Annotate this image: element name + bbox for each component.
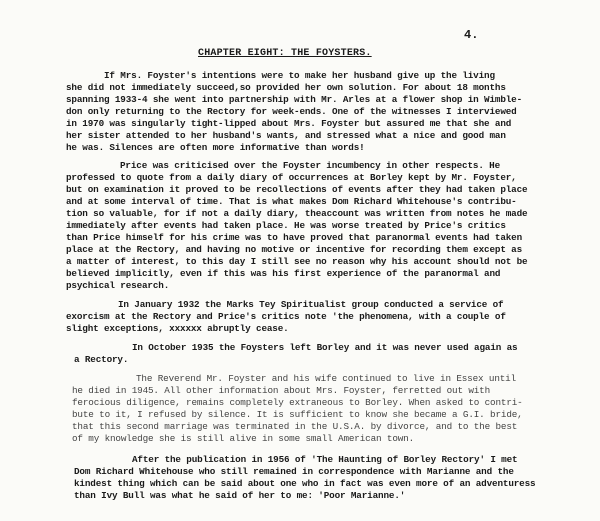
chapter-heading: CHAPTER EIGHT: THE FOYSTERS. [198, 48, 372, 59]
text-line: psychical research. [66, 280, 170, 291]
text-line: spanning 1933-4 she went into partnership with Mr. Arles at a flower shop in Wimble- [66, 94, 523, 105]
text-line: If Mrs. Foyster's intentions were to make her husband give up the living [104, 70, 495, 81]
text-line: believed implicitly, even if this was his first experience of the paranormal and [66, 268, 501, 279]
text-line: immediately after events had taken place. He was worse treated by Price's critics [66, 220, 506, 231]
text-line: tion so valuable, for if not a daily diary, theaccount was written from notes he made [66, 208, 528, 219]
text-line: In October 1935 the Foysters left Borley and it was never used again as [132, 342, 518, 353]
text-line: place at the Rectory, and having no motive or incentive for recording them except as [66, 244, 523, 255]
text-line: in 1970 was singularly tight-lipped about Mrs. Foyster but assured me that she and [66, 118, 512, 129]
text-line: that this second marriage was terminated in the U.S.A. by divorce, and to the best [72, 421, 518, 432]
text-line: she did not immediately succeed,so provided her own solution. For about 18 months [66, 82, 506, 93]
text-line: her sister attended to her husband's wants, and stressed what a nice and good man [66, 130, 506, 141]
text-line: professed to quote from a daily diary of occurrences at Borley kept by Mr. Foyster, [66, 172, 517, 183]
text-line: he was. Silences are often more informative than words! [66, 142, 365, 153]
text-line: than Ivy Bull was what he said of her to me: 'Poor Marianne.' [74, 490, 406, 501]
text-line: but on examination it proved to be recollections of events after they had taken place [66, 184, 528, 195]
text-line: The Reverend Mr. Foyster and his wife continued to live in Essex until [136, 373, 517, 384]
text-line: don only returning to the Rectory for week-ends. One of the witnesses I interviewed [66, 106, 517, 117]
page-number: 4. [464, 28, 479, 42]
text-line: of my knowledge she is still alive in some small American town. [72, 433, 415, 444]
text-line: exorcism at the Rectory and Price's critics note 'the phenomena, with a couple of [66, 311, 506, 322]
text-line: he died in 1945. All other information about Mrs. Foyster, ferretted out with [72, 385, 491, 396]
text-line: and at some interval of time. That is what makes Dom Richard Whitehouse's contribu- [66, 196, 517, 207]
text-line: slight exceptions, xxxxxx abruptly cease. [66, 323, 289, 334]
text-line: In January 1932 the Marks Tey Spiritualist group conducted a service of [118, 299, 504, 310]
text-line: than Price himself for his crime was to have proved that paranormal events had taken [66, 232, 523, 243]
text-line: ferocious diligence, remains completely extraneous to Borley. When asked to contri- [72, 397, 523, 408]
text-line: bute to it, I refused by silence. It is sufficient to know she became a G.I. bride, [72, 409, 523, 420]
text-line: Dom Richard Whitehouse who still remained in correspondence with Marianne and the [74, 466, 514, 477]
text-line: Price was criticised over the Foyster incumbency in other respects. He [120, 160, 501, 171]
text-line: kindest thing which can be said about one who in fact was even more of an adventuress [74, 478, 536, 489]
text-line: a Rectory. [74, 354, 129, 365]
text-line: a matter of interest, to this day I still see no reason why his account should not be [66, 256, 528, 267]
text-line: After the publication in 1956 of 'The Haunting of Borley Rectory' I met [132, 454, 518, 465]
